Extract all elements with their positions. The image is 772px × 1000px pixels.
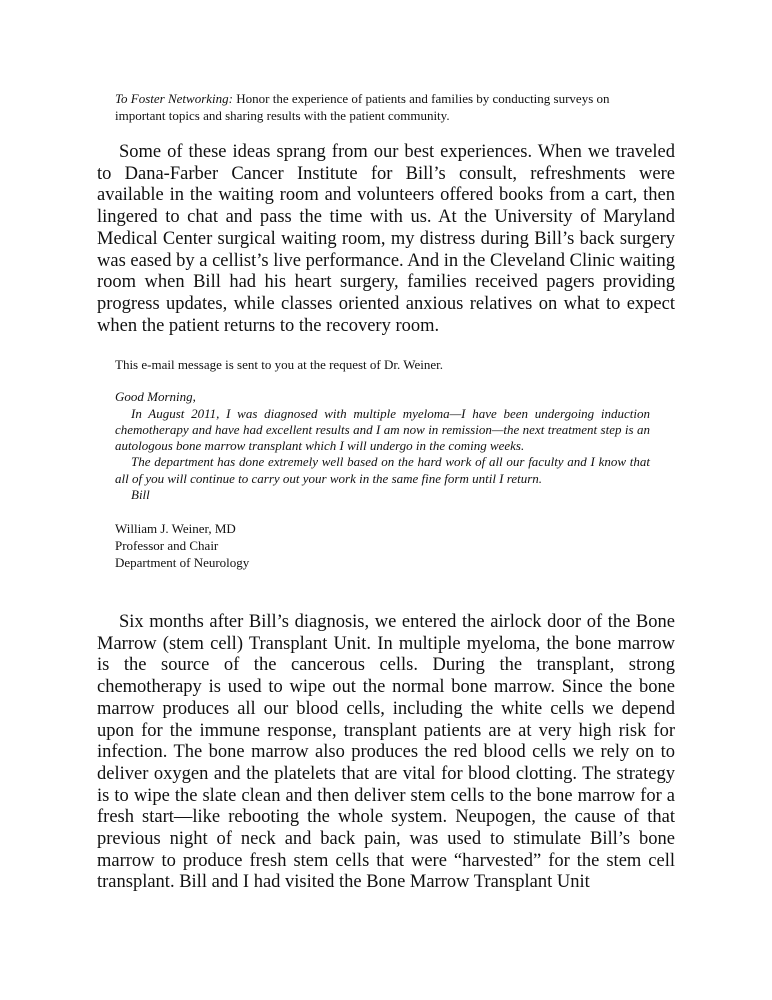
email-body-diagnosis: In August 2011, I was diagnosed with multiple myeloma—I have been undergoing induction chemotherapy and have had excellent results and I am now in remission—the next treatment step is an autologous bone marrow transplant which I will undergo in the coming weeks. [115, 405, 650, 454]
email-signoff: Bill [131, 487, 150, 503]
networking-text: Honor the experience of patients and families by conducting surveys on important topics and sharing results with the patient community. [115, 91, 610, 123]
signature-department: Department of Neurology [115, 555, 250, 571]
signature-name: William J. Weiner, MD [115, 521, 236, 537]
networking-lead: To Foster Networking: [115, 91, 233, 106]
email-quote [115, 357, 650, 571]
body-paragraph-transplant: Six months after Bill’s diagnosis, we entered the airlock door of the Bone Marrow (stem cell) Transplant Unit. In multiple myeloma, the bone marrow is the source of the cancerous cells. During the transplant, strong chemotherapy is used to wipe out the normal bone marrow. Since the bone marrow produces all our blood cells, including the white cells we depend upon for the immune response, transplant patients are at very high risk for infection. The bone marrow also produces the red blood cells we rely on to deliver oxygen and the platelets that are vital for blood clotting. The strategy is to wipe the slate clean and then deliver stem cells to the bone marrow for a fresh start—like rebooting the whole system. Neupogen, the cause of that previous night of neck and back pain, was used to stimulate Bill’s bone marrow to produce fresh stem cells that were “harvested” for the stem cell transplant. Bill and I had visited the Bone Marrow Transplant Unit [97, 612, 675, 893]
signature-title: Professor and Chair [115, 538, 219, 554]
email-signature [115, 520, 650, 571]
email-intro: This e-mail message is sent to you at the request of Dr. Weiner. [115, 357, 443, 372]
email-body-department: The department has done extremely well based on the hard work of all our faculty and I know that all of you will continue to carry out your work in the same fine form until I return. [115, 454, 650, 486]
email-greeting: Good Morning, [115, 389, 196, 405]
body-paragraph-experiences: Some of these ideas sprang from our best experiences. When we traveled to Dana-Farber Cancer Institute for Bill’s consult, refreshments were available in the waiting room and volunteers offered books from a cart, then lingered to chat and pass the time with us. At the University of Maryland Medical Center surgical waiting room, my distress during Bill’s back surgery was eased by a cellist’s live performance. And in the Cleveland Clinic waiting room when Bill had his heart surgery, families received pagers providing progress updates, while classes oriented anxious relatives on what to expect when the patient returns to the recovery room. [97, 142, 675, 336]
networking-note [115, 90, 660, 124]
